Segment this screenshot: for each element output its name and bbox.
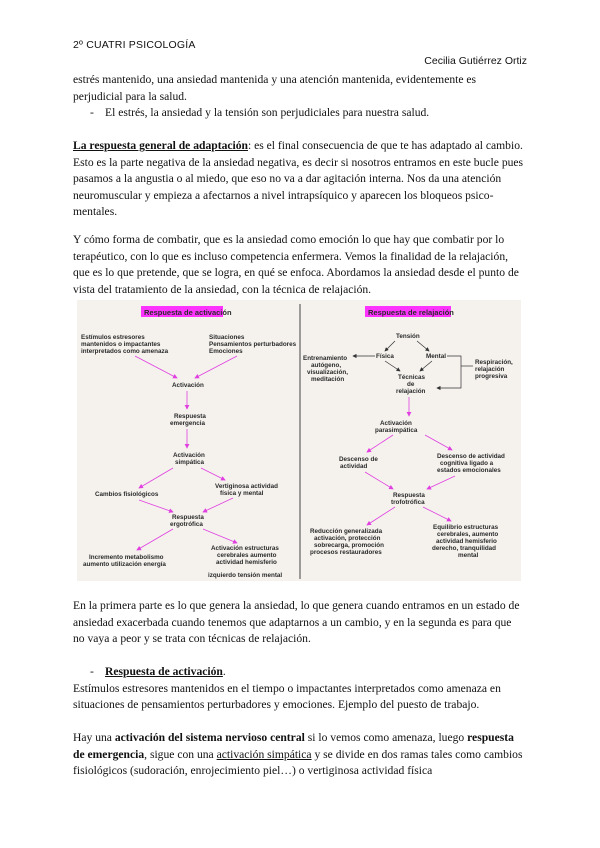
- left-stimuli-3: interpretados como amenaza: [81, 348, 169, 355]
- cns-activation: activación del sistema nervioso central: [114, 731, 305, 744]
- left-activation: Activación: [172, 382, 204, 389]
- activation-heading: [73, 664, 525, 681]
- right-breathing-1: Respiración,: [475, 359, 513, 366]
- left-stimuli-2: mantenidos o impactantes: [81, 341, 161, 348]
- right-balance-5: mental: [458, 552, 479, 559]
- bullet-dash: -: [90, 106, 94, 120]
- rga-body: : es el final consecuencia de que te has adaptado al cambio. Esto es la parte negativa de la ansiedad negativa, es decir si nosotros entramos en este bucle pues pasamos a la angustia o al miedo, que eso no va a dar agitación interna. Nos da una atención neuromuscular y empieza a afectarnos a nivel intrapsíquico y aparecen los bloqueos psico-mentales.: [73, 139, 524, 219]
- right-balance-3: actividad hemisferio: [436, 538, 497, 545]
- arrow-mental-techniques: [420, 361, 432, 371]
- intro-line-2: perjudicial para la salud.: [73, 89, 187, 103]
- right-balance-2: cerebrales, aumento: [437, 531, 499, 538]
- right-tension: Tensión: [396, 333, 420, 340]
- intro-paragraph: [73, 72, 525, 122]
- right-reduction-2: activación, protección: [314, 535, 381, 542]
- left-vertigo-1: Vertiginosa actividad: [215, 483, 278, 490]
- bullet-text: El estrés, la ansiedad y la tensión son perjudiciales para nuestra salud.: [105, 106, 430, 120]
- right-descent-2: actividad: [340, 463, 368, 470]
- left-emergency-1: Respuesta: [174, 413, 206, 420]
- arrow-situations-activation: [195, 356, 237, 378]
- arrow-tension-mental: [417, 341, 429, 351]
- left-stimuli-1: Estímulos estresores: [81, 334, 145, 341]
- first-part-paragraph: [73, 598, 525, 648]
- right-training-4: meditación: [311, 376, 345, 383]
- bullet-stress: [73, 105, 525, 122]
- course-header: 2º CUATRI PSICOLOGÍA: [73, 39, 196, 51]
- right-balance-1: Equilibrio estructuras: [433, 524, 499, 531]
- right-tropho-2: trofotrófica: [391, 499, 425, 506]
- activation-section: [73, 664, 525, 714]
- rga-title: La respuesta general de adaptación: [73, 139, 248, 152]
- arrow-parasym-descent: [367, 435, 393, 452]
- cns-paragraph: [73, 730, 525, 780]
- right-balance-4: derecho, tranquilidad: [432, 545, 497, 552]
- right-breathing-2: relajación: [475, 366, 505, 373]
- left-ergo-1: Respuesta: [172, 514, 204, 521]
- arrow-tropho-balance: [423, 507, 451, 521]
- activation-dash: -: [90, 665, 94, 678]
- arrow-stimuli-activation: [135, 356, 177, 378]
- arrow-ergo-brain: [203, 529, 237, 543]
- right-training-1: Entrenamiento: [303, 355, 348, 362]
- left-title: Respuesta de activación: [144, 308, 232, 317]
- first-part-text: En la primera parte es lo que genera la ansiedad, lo que genera cuando entramos en un estado de ansiedad exacerbada cuando tenemos que adaptarnos a un cambio, y en la segunda es para que no vaya a peor y se trata con técnicas de relajación.: [73, 599, 520, 646]
- right-parasym-1: Activación: [380, 420, 412, 427]
- left-sympathetic-2: simpática: [175, 459, 205, 466]
- activation-relaxation-diagram: [77, 300, 521, 581]
- right-cog-3: estados emocionales: [437, 467, 501, 474]
- cns-text-c: si lo vemos como amenaza, luego: [304, 731, 468, 744]
- arrow-cog-tropho: [427, 476, 455, 489]
- left-brain-2: cerebrales aumento: [217, 552, 277, 559]
- left-emergency-2: emergencia: [170, 420, 206, 427]
- right-physical: Física: [376, 353, 394, 360]
- activation-body: Estímulos estresores mantenidos en el tiempo o impactantes interpretados como amenaza en situaciones de pensamientos perturbadores y emociones. Ejemplo del puesto de trabajo.: [73, 681, 501, 712]
- left-situations-1: Situaciones: [209, 334, 245, 341]
- left-brain-4: izquierdo tensión mental: [208, 572, 283, 579]
- left-vertigo-2: física y mental: [220, 490, 264, 497]
- author-header: Cecilia Gutiérrez Ortiz: [424, 55, 527, 67]
- right-mental: Mental: [426, 353, 446, 360]
- arrow-physio-ergo: [139, 500, 173, 512]
- right-title: Respuesta de relajación: [368, 308, 454, 317]
- cns-text-g: y se divide en dos ramas tales como cambios fisiológicos (sudoración, enrojecimiento piel…) o vertiginosa actividad física: [73, 747, 523, 778]
- left-situations-2: Pensamientos perturbadores: [209, 341, 297, 348]
- left-situations-3: Emociones: [209, 348, 243, 355]
- right-parasym-2: parasimpática: [375, 427, 418, 434]
- right-techniques-3: relajación: [396, 388, 426, 395]
- right-techniques-2: de: [407, 381, 415, 388]
- left-brain-3: actividad hemisferio: [216, 559, 277, 566]
- activation-title: Respuesta de activación: [105, 665, 223, 678]
- right-cog-2: cognitiva ligado a: [440, 460, 494, 467]
- right-breathing-3: progresiva: [475, 373, 508, 380]
- diagram-svg: [77, 300, 521, 581]
- rga-paragraph: [73, 138, 525, 221]
- arrow-descent-tropho: [365, 472, 393, 489]
- arrow-sympathetic-physio: [139, 468, 173, 488]
- arrow-parasym-cog: [425, 435, 452, 450]
- combat-paragraph: [73, 232, 525, 298]
- right-tropho-1: Respuesta: [393, 492, 425, 499]
- emergency-response: respuesta de emergencia: [73, 731, 514, 761]
- intro-line-1: estrés mantenido, una ansiedad mantenida y una atención mantenida, evidentemente es: [73, 73, 477, 86]
- arrow-mental-breathing-loop: [437, 356, 461, 388]
- arrow-sympathetic-vertigo: [201, 468, 225, 480]
- arrow-tropho-reduction: [367, 507, 395, 525]
- combat-text: Y cómo forma de combatir, que es la ansiedad como emoción lo que hay que combatir por lo terapéutico, con lo que es incluso competencia enfermera. Vemos la finalidad de la relajación, que es lo que pretende, que se logra, en qué se enfoca. Abordamos la ansiedad desde el punto de vista del tratamiento de la ansiedad, con la técnica de relajación.: [73, 233, 519, 296]
- right-reduction-1: Reducción generalizada: [310, 528, 383, 535]
- left-metab-2: aumento utilización energía: [83, 561, 166, 568]
- left-brain-1: Activación estructuras: [211, 545, 279, 552]
- right-techniques-1: Técnicas: [398, 374, 425, 381]
- arrow-ergo-metab: [137, 529, 173, 550]
- right-training-3: visualización,: [307, 369, 348, 376]
- left-metab-1: Incremento metabolismo: [89, 554, 164, 561]
- right-reduction-4: procesos restauradores: [310, 549, 382, 556]
- right-reduction-3: sobrecarga, promoción: [314, 542, 384, 549]
- arrow-vertigo-ergo: [203, 498, 233, 512]
- cns-text-a: Hay una: [73, 731, 115, 744]
- activation-dot: .: [222, 665, 226, 678]
- left-physio: Cambios fisiológicos: [95, 491, 159, 498]
- arrow-physical-techniques: [385, 361, 400, 371]
- cns-text-e: , sigue con una: [144, 747, 217, 761]
- left-ergo-2: ergotrófica: [170, 521, 203, 528]
- right-cog-1: Descenso de actividad: [437, 453, 505, 460]
- right-training-2: autógeno,: [311, 362, 342, 369]
- sympathetic-activation: activación simpática: [216, 747, 312, 761]
- arrow-tension-physical: [385, 341, 395, 351]
- left-sympathetic-1: Activación: [173, 452, 205, 459]
- right-descent-1: Descenso de: [339, 456, 378, 463]
